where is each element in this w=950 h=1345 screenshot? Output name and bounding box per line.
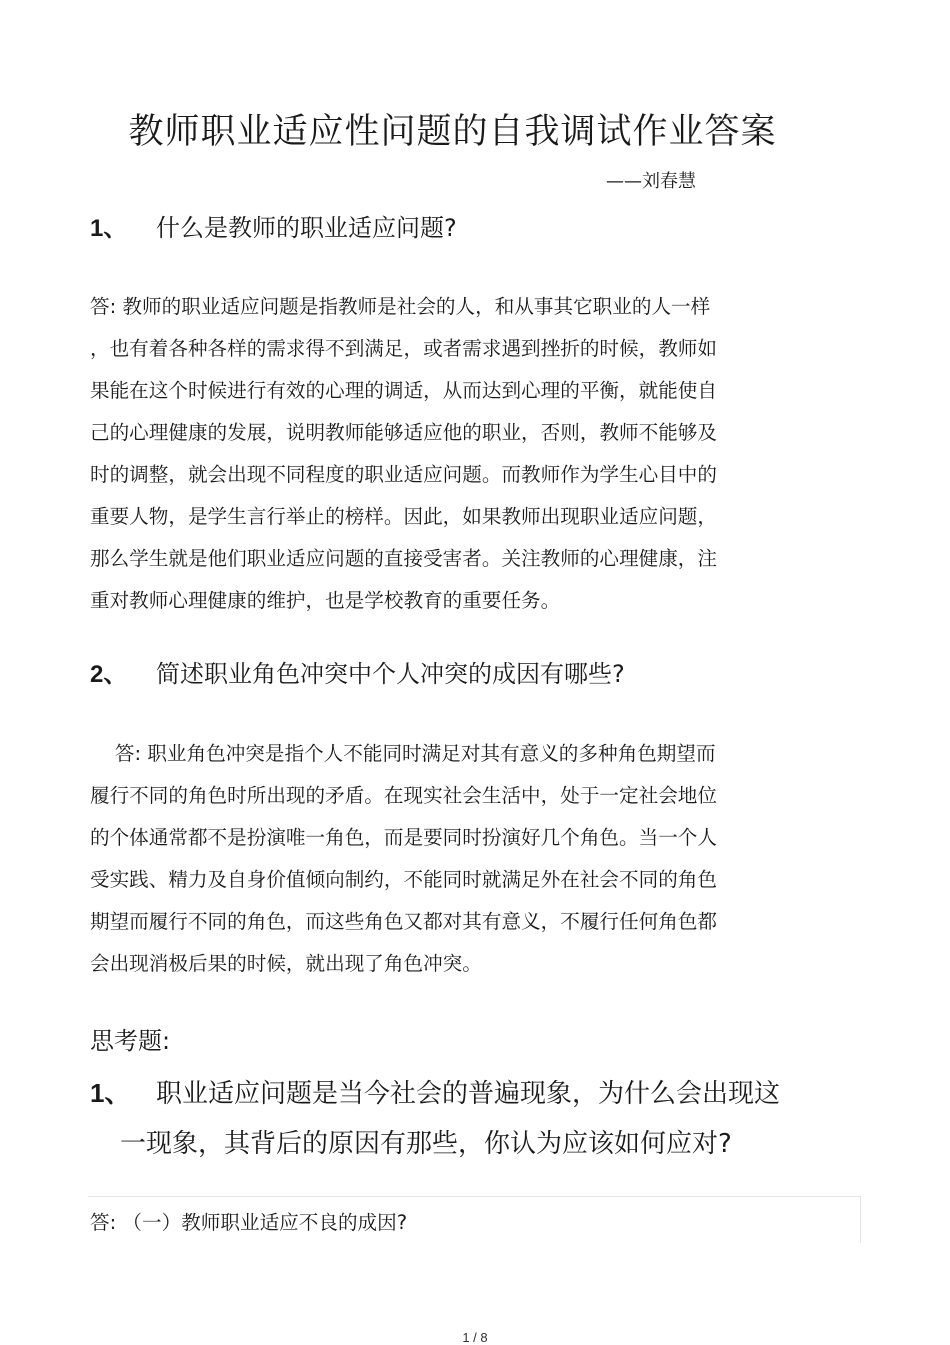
answer-line: 己的心理健康的发展，说明教师能够适应他的职业，否则，教师不能够及 [90, 421, 717, 444]
question-1-heading [90, 212, 457, 245]
answer-1 [90, 286, 805, 622]
question-text-line-1: 职业适应问题是当今社会的普遍现象，为什么会出现这 [156, 1079, 781, 1109]
answer-line: ，也有着各种各样的需求得不到满足，或者需求遇到挫折的时候，教师如 [90, 337, 717, 360]
question-2-heading [90, 658, 625, 691]
answer-line: 期望而履行不同的角色，而这些角色又都对其有意义，不履行任何角色都 [90, 910, 717, 933]
answer-line: 会出现消极后果的时候，就出现了角色冲突。 [90, 952, 482, 975]
answer-line: 时的调整，就会出现不同程度的职业适应问题。而教师作为学生心目中的 [90, 463, 717, 486]
page-number: 1 / 8 [462, 1330, 488, 1345]
question-text: 简述职业角色冲突中个人冲突的成因有哪些? [156, 660, 625, 688]
thinking-section-label: 思考题: [90, 1027, 171, 1055]
thinking-question-1 [90, 1068, 820, 1169]
answer-line: 答: 教师的职业适应问题是指教师是社会的人，和从事其它职业的人一样 [90, 295, 711, 318]
answer-line: 答: 职业角色冲突是指个人不能同时满足对其有意义的多种角色期望而 [90, 742, 716, 765]
answer-line: 受实践、精力及自身价值倾向制约，不能同时就满足外在社会不同的角色 [90, 868, 717, 891]
question-number: 1、 [90, 215, 128, 242]
question-text-line-2: 一现象，其背后的原因有那些，你认为应该如何应对? [120, 1129, 732, 1159]
answer-2 [90, 733, 805, 985]
answer-line: 的个体通常都不是扮演唯一角色，而是要同时扮演好几个角色。当一个人 [90, 826, 717, 849]
question-number: 2、 [90, 661, 128, 688]
answer-line: 重要人物，是学生言行举止的榜样。因此，如果教师出现职业适应问题， [90, 505, 717, 528]
question-text: 什么是教师的职业适应问题? [156, 214, 457, 242]
answer-start-text: 答: （一）教师职业适应不良的成因? [90, 1211, 408, 1234]
document-title: 教师职业适应性问题的自我调试作业答案 [128, 112, 777, 152]
answer-line: 那么学生就是他们职业适应问题的直接受害者。关注教师的心理健康，注 [90, 547, 717, 570]
author-line: ——刘春慧 [606, 171, 696, 192]
answer-box [88, 1196, 861, 1243]
answer-line: 履行不同的角色时所出现的矛盾。在现实社会生活中，处于一定社会地位 [90, 784, 717, 807]
question-number: 1、 [90, 1078, 131, 1108]
answer-line: 果能在这个时候进行有效的心理的调适，从而达到心理的平衡，就能使自 [90, 379, 717, 402]
answer-line: 重对教师心理健康的维护，也是学校教育的重要任务。 [90, 589, 561, 612]
